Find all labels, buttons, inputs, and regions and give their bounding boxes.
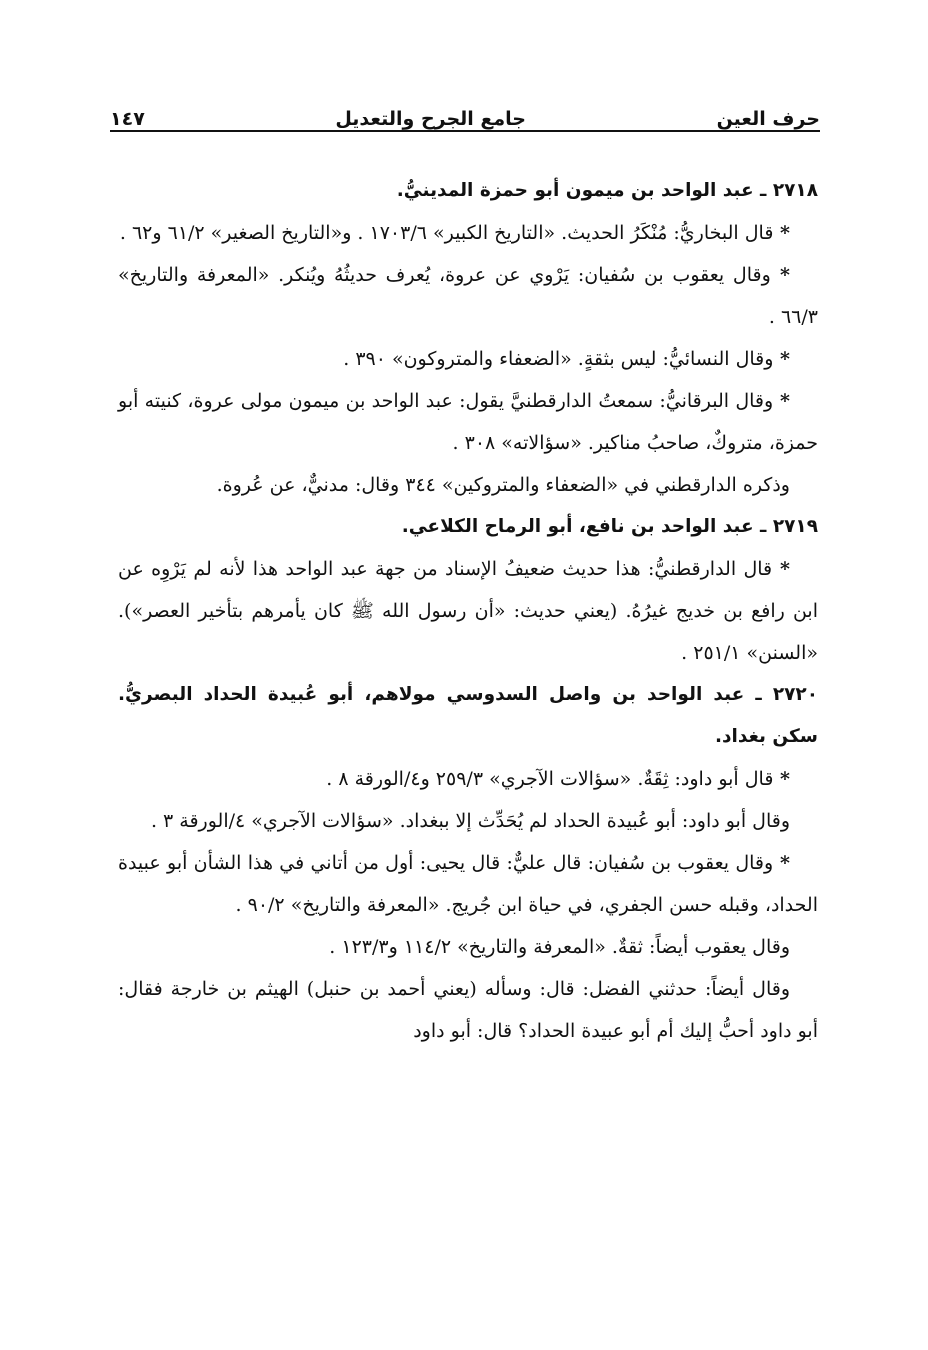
paragraph: وقال يعقوب أيضاً: ثقةٌ. «المعرفة والتاريخ» ١١٤/٢ و١٢٣/٣ . [329,936,790,958]
paragraph-text: وقال البرقانيُّ: سمعتُ الدارقطنيَّ يقول: عبد الواحد بن ميمون مولى عروة، كنيته أبو حمزة، متروكٌ، صاحبُ مناكير. «سؤالاته» ٣٠٨ . [118,390,818,454]
paragraph [118,254,818,338]
header-book-title: جامع الجرح والتعديل [335,108,527,130]
paragraph [118,548,818,674]
asterisk-icon: * [773,852,790,874]
asterisk-icon: * [773,348,790,370]
paragraph [118,380,818,464]
asterisk-icon: * [772,558,790,580]
paragraph-text: قال البخاريُّ: مُنْكَرُ الحديث. «التاريخ الكبير» ١٧٠٣/٦ . و«التاريخ الصغير» ٦١/٢ و٦٢ . [119,222,774,244]
asterisk-icon: * [773,768,790,790]
running-header [110,90,820,130]
entry-title: ٢٧٢٠ ـ عبد الواحد بن واصل السدوسي مولاهم، أبو عُبيدة الحداد البصريُّ. سكن بغداد. [118,684,818,747]
asterisk-icon: * [773,222,790,244]
paragraph [118,338,818,380]
header-section: حرف العين [716,108,820,130]
paragraph-text: وقال النسائيُّ: ليس بثقةٍ. «الضعفاء والمتروكون» ٣٩٠ . [343,348,774,370]
paragraph-text: قال أبو داود: ثِقَةٌ. «سؤالات الآجري» ٢٥٩/٣ و٤/الورقة ٨ . [326,768,774,790]
paragraph [118,212,818,254]
paragraph: وذكره الدارقطني في «الضعفاء والمتروكين» ٣٤٤ وقال: مدنيٌّ، عن عُروة. [216,474,790,496]
asterisk-icon: * [770,264,790,286]
asterisk-icon: * [773,390,790,412]
paragraph [118,842,818,926]
header-page-number: ١٤٧ [110,108,145,130]
paragraph-text: قال الدارقطنيُّ: هذا حديث ضعيفُ الإسناد من جهة عبد الواحد هذا لأنه لم يَرْوِه عن ابن رافع بن خديج غيرُهُ. (يعني حديث: «أن رسول الله ﷺ كان يأمرهم بتأخير العصر»). «السنن» ٢٥١/١ . [118,558,818,664]
page-body [118,170,818,1052]
header-divider [110,130,820,132]
paragraph: وقال أيضاً: حدثني الفضل: قال: وسأله (يعني أحمد بن حنبل) الهيثم بن خارجة فقال: أبو داود أحبُّ إليك أم أبو عبيدة الحداد؟ قال: أبو داود [118,978,818,1042]
paragraph-text: وقال يعقوب بن سُفيان: يَرْوي عن عروة، يُعرف حديثُهُ ويُنكر. «المعرفة والتاريخ» ٦٦/٣ . [118,264,818,328]
entry-title: ٢٧١٩ ـ عبد الواحد بن نافع، أبو الرماح الكلاعي. [401,516,818,537]
paragraph: وقال أبو داود: أبو عُبيدة الحداد لم يُحَدِّث إلا ببغداد. «سؤالات الآجري» ٤/الورقة ٣ . [150,810,790,832]
paragraph-text: وقال يعقوب بن سُفيان: قال عليٌّ: قال يحيى: أول من أتاني في هذا الشأن أبو عبيدة الحداد، وقبله حسن الجفري، في حياة ابن جُريج. «المعرفة والتاريخ» ٩٠/٢ . [118,852,818,916]
entry-title: ٢٧١٨ ـ عبد الواحد بن ميمون أبو حمزة المدينيُّ. [396,180,818,201]
paragraph [118,758,818,800]
